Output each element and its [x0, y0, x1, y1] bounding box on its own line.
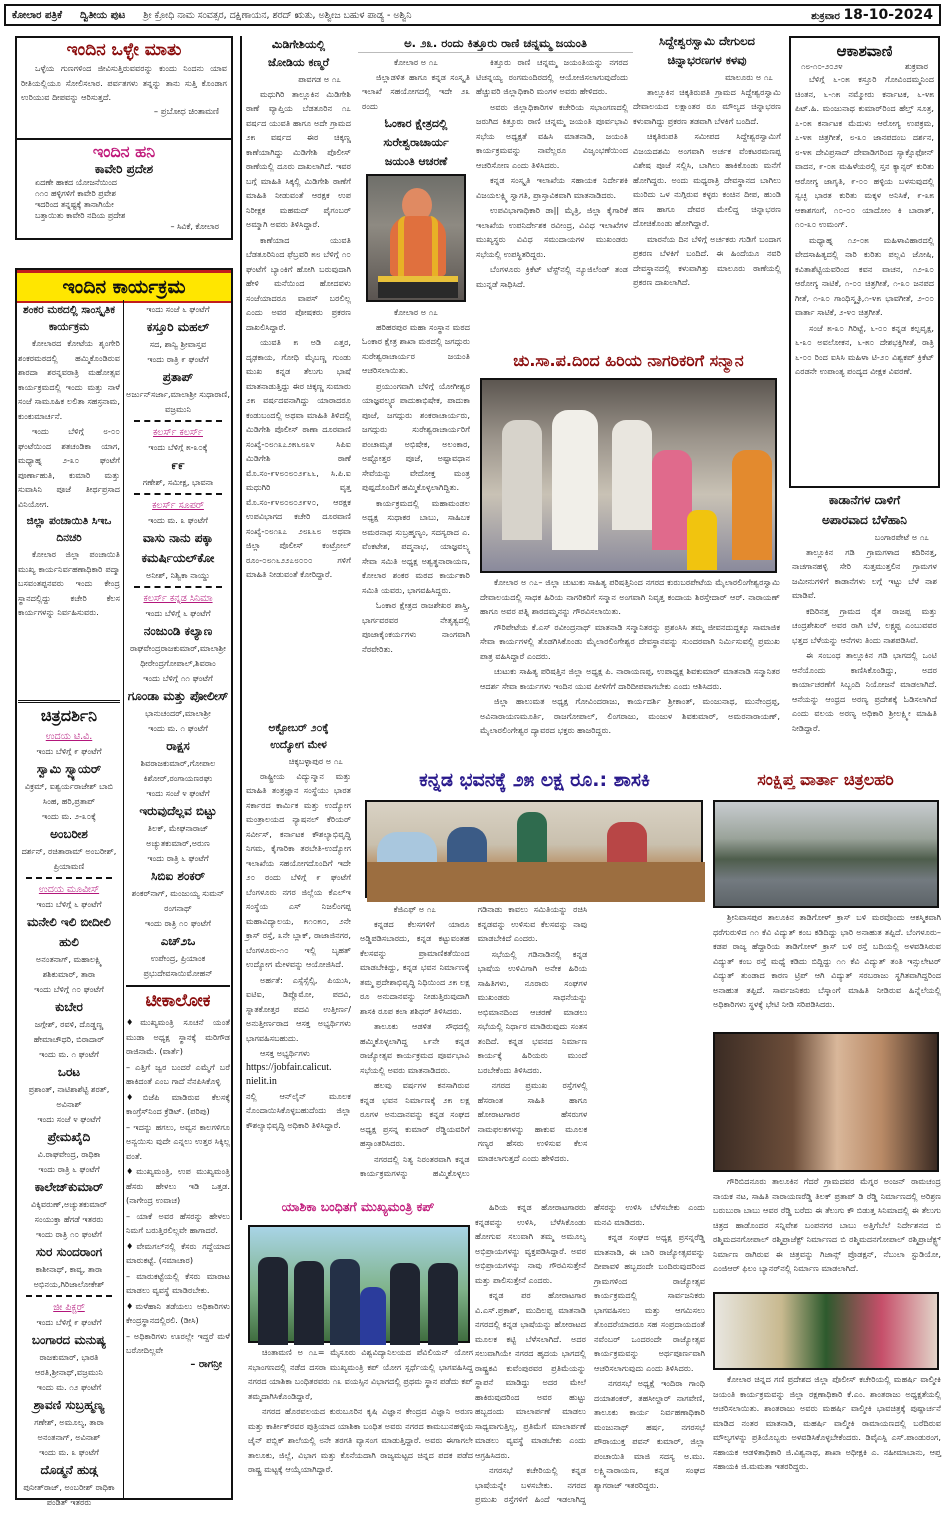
program-cast: ವಿಕ್ರಮ್, ಐಶ್ವರ್ಯರಾಜೇಶ್ ಬಾಬಿ ಸಿಂಹ, ಹರಿ,ಪ್ರತಾಪ್	[24, 781, 114, 806]
program-title: ೯೯	[171, 458, 185, 472]
midigeshi-h1: ಮಿಡಿಗೇಶಿಯಲ್ಲಿ	[271, 38, 326, 51]
chitralahari-p1: ಶ್ರೀನಿವಾಸಪುರ ತಾಲೂಕಿನ ತಾಡಿಗೋಳ್ ಕ್ರಾಸ್ ಬಳಿ ಮರವೊಂದು ಆಕಸ್ಮಿಕವಾಗಿ ಧರೆಗುರುಳಿದ ೧೧ ಕೆವಿ ವಿದ್ಯುತ್ ಕಂಬ ಕಡಿದಿದ್ದು ಭಾರಿ ಅನಾಹುತ ತಪ್ಪಿದೆ. ಬೆಂಗಳೂರು–ಕಡಪ ರಾಜ್ಯ ಹೆದ್ದಾರಿಯ ತಾಡಿಗೋಳ್ ಕ್ರಾಸ್ ಬಳಿ ರಸ್ತೆ ಬದಿಯಲ್ಲಿ ಅಳವಡಿಸಿರುವ ವಿದ್ಯುತ್ ಕಂಬ ರಸ್ತೆ ಮಧ್ಯೆ ಕಡಿದು ಬಿದ್ದಿದ್ದು ೧೧ ಕೆವಿ ವಿದ್ಯುತ್ ತಂತಿ ಇನ್ಸುಲೇಟರ್ ವಿದ್ಯುತ್ ತುಂಡಾದ ಕಾರಣ ಟ್ರಿಪ್ ಆಗಿ ವಿದ್ಯುತ್ ಸರಬರಾಜು ಸ್ಥಗಿತವಾಗಿದ್ದರಿಂದ ಅನಾಹುತ ತಪ್ಪಿದೆ. ಸಾರ್ವಜನಿಕರು ಬೆಸ್ಕಾಂಗೆ ಮಾಹಿತಿ ನೀಡಿರುವ ಹಿನ್ನೆಲೆಯಲ್ಲಿ ಅಧಿಕಾರಿಗಳು ಸ್ಥಳಕ್ಕೆ ಭೇಟಿ ನೀಡಿ ಸರಿಪಡಿಸಿದರು.	[713, 912, 941, 1009]
kadane-p1: ತಾಲ್ಲೂಕಿನ ಗಡಿ ಗ್ರಾಮಗಳಾದ ಕದಿರಿನತ್ತ, ನಾಚಗಾನಹಳ್ಳಿ ಸೇರಿ ಸುತ್ತಮುತ್ತಲಿನ ಗ್ರಾಮಗಳ ಜಮೀನುಗಳಿಗೆ ಕಾಡಾನೆಗಳು ಲಗ್ಗೆ ಇಟ್ಟು ಬೆಳೆ ನಾಶ ಮಾಡಿವೆ.	[792, 546, 937, 600]
tika-quote	[126, 1164, 230, 1208]
zp-p1: ಕೋಲಾರ ಜಿಲ್ಲಾ ಪಂಚಾಯಿತಿ ಮುಖ್ಯ ಕಾರ್ಯನಿರ್ವಹಣಾಧಿಕಾರಿ ಪದ್ಮಾ ಬಸವಂತಪ್ಪನವರು ಇಂದು ಕೇಂದ್ರ ಸ್ಥಾನದಲ್ಲಿದ್ದು ಕಚೇರಿ ಕೆಲಸ ಕಾರ್ಯಗಳನ್ನು ನಿರ್ವಹಿಸುವರು.	[18, 549, 120, 617]
kadane-dateline: ಬಂಗಾರಪೇಟೆ ಅ ೧೭	[874, 532, 929, 542]
divider	[134, 493, 222, 495]
channel-name: ಉದಯ ಟಿ.ವಿ.	[45, 731, 93, 742]
divider	[26, 877, 112, 879]
program-time: ಇಂದು ಮ. ೨-೩೦ಕ್ಕೆ	[42, 811, 96, 821]
udyoga-p1: ರಾಷ್ಟ್ರೀಯ ವಿದ್ಯುನ್ಮಾನ ಮತ್ತು ಮಾಹಿತಿ ತಂತ್ರಜ್ಞಾನ ಸಂಸ್ಥೆಯು ಭಾರತ ಸರ್ಕಾರದ ಕಾರ್ಮಿಕ ಮತ್ತು ಉದ್ಯೋಗ ಮಂತ್ರಾಲಯದ ನ್ಯಾಷನಲ್ ಕೆರಿಯರ್ ಸರ್ವೀಸ್, ಕರ್ನಾಟಕ ಕೌಶಲ್ಯಾಭಿವೃದ್ಧಿ ನಿಗಮ, ಕೈಗಾರಿಕಾ ತರಬೇತಿ-ಉದ್ಯೋಗ ಇಲಾಖೆಯ ಸಹಯೋಗದೊಂದಿಗೆ ಇದೇ ೨೦ ರಂದು ಬೆಳಿಗ್ಗೆ ೯ ಘಂಟೆಗೆ ಬೆಂಗಳೂರು ನಗರ ಜಿಲ್ಲೆಯ ಕೆಎಲ್‌ಇ ಸಂಸ್ಥೆಯ ಎಸ್ ನಿಜಲಿಂಗಪ್ಪ ಮಹಾವಿದ್ಯಾಲಯ, ೫೧೦೫೦, ೨ನೇ ಕ್ರಾಸ್ ರಸ್ತೆ, ೩ನೇ ಬ್ಲಾಕ್, ರಾಜಾಜಿನಗರ, ಬೆಂಗಳೂರು-೧೦ ಇಲ್ಲಿ ಬೃಹತ್ ಉದ್ಯೋಗ ಮೇಳವನ್ನು ಆಯೋಜಿಸಿದೆ.	[246, 770, 351, 969]
program-time: ಇಂದು ಬೆಳಿಗ್ಗೆ ೬ ಘಂಟೆಗೆ	[145, 608, 211, 618]
tika-answer: – ಮಾರುಕಟ್ಟೆಯಲ್ಲಿ ಕೆಸರು ಮಾರಾಟ ಮಾಡಲು ವ್ಯವಸ್ಥೆ ಮಾಡಿರಬೇಕು.	[126, 1270, 230, 1295]
program-cast: ರಾಜಕುಮಾರ್, ಭಾರತಿ ಆರತಿ,ಶ್ರೀನಾಥ್,ವಜ್ರಮುನಿ	[35, 1352, 103, 1377]
chitradarshini-title: ಚಿತ್ರದರ್ಶಿನಿ	[40, 706, 98, 725]
program-title: ಸುರ ಸುಂದರಾಂಗ	[35, 1245, 103, 1259]
chennamma-p5: ಬೆಂಗಳೂರು ಕ್ರಿಕೆಟ್ ಟೆಸ್ಟ್‌ನಲ್ಲಿ ನ್ಯೂಜಿಲೆಂಡ್ ತಂಡ ಮುನ್ನಡೆ ಸಾಧಿಸಿದೆ.	[476, 264, 628, 289]
akashavani-date: ೧೮-೧೦-೨೦೨೪	[801, 62, 843, 71]
program-time: ಇಂದು ರಾತ್ರಿ ೧೦ ಘಂಟೆಗೆ	[145, 918, 211, 928]
tika-quote	[126, 1015, 230, 1059]
channel-name: ಜೀ ಪಿಕ್ಚರ್	[53, 1302, 85, 1313]
chennamma-p2: ಅವರು ಜಿಲ್ಲಾಧಿಕಾರಿಗಳ ಕಚೇರಿಯ ಸಭಾಂಗಣದಲ್ಲಿ ಜರುಗಿದ ಕಿತ್ತೂರು ರಾಣಿ ಚನ್ನಮ್ಮ ಜಯಂತಿ ಪೂರ್ವಭಾವಿ ಸಭೆಯ ಅಧ್ಯಕ್ಷತೆ ವಹಿಸಿ ಮಾತನಾಡಿ, ಜಯಂತಿ ಕಾರ್ಯಕ್ರಮವನ್ನು ನಾವೆಲ್ಲರೂ ವಿಜೃಂಭಣೆಯಿಂದ ಆಚರಿಸೋಣ ಎಂದು ತಿಳಿಸಿದರು.	[476, 101, 628, 170]
yashika-article	[248, 1345, 473, 1515]
karyakrama-left	[18, 302, 120, 687]
samvatsara-line: ಶ್ರೀ ಕ್ರೋಧಿ ನಾಮ ಸಂವತ್ಸರ, ದಕ್ಷಿಣಾಯನ, ಶರದ್ ಋತು, ಅಶ್ವೀಜ ಬಹುಳ ಪಾಡ್ಯ - ಅಶ್ವಿನಿ	[143, 9, 412, 21]
program-cast: ತಿಲಕ್, ಮೇಘನಾರಾಜ್ ಅಚ್ಯುತಕುಮಾರ್,ಅರುಣ	[146, 823, 210, 848]
program-title: ನಂಜುಂಡಿ ಕಲ್ಯಾಣ	[143, 624, 213, 638]
sanmana-photo	[480, 378, 777, 573]
sanmana-p3: ಚುಟುಕು ಸಾಹಿತ್ಯ ಪರಿಷತ್ತಿನ ಜಿಲ್ಲಾ ಅಧ್ಯಕ್ಷ ಪಿ. ನಾರಾಯಣಪ್ಪ, ಉಪಾಧ್ಯಕ್ಷ ಶಿವಕುಮಾರ್ ಮಾತನಾಡಿ ಸನ್ಮಾನಿತರ ಆದರ್ಶ ಸೇವಾ ಕಾರ್ಯಗಳು ಇಂದಿನ ಯುವ ಪೀಳಿಗೆಗೆ ದಾರಿದೀಪವಾಗಬೇಕು ಎಂದು ಆಶಿಸಿದರು.	[480, 666, 780, 691]
page-header	[4, 4, 941, 26]
yashika-photo	[248, 1225, 470, 1343]
siddeshwara-dateline: ಮಾಲೂರು ಅ ೧೭	[725, 72, 773, 82]
tika-quote-text: ಮುಖ್ಯಮಂತ್ರಿ ಸೂಚನೆ ಯಂತೆ ಮುಡಾ ಅಧ್ಯಕ್ಷ ಸ್ಥಾನಕ್ಕೆ ಮರಿಗೌಡ ರಾಜಿನಾಮೆ. (ವಾರ್ತೆ)	[126, 1017, 230, 1056]
olle-matu-title: ಇಂದಿನ ಒಳ್ಳೇ ಮಾತು	[66, 40, 182, 60]
diamond-icon: ♦	[126, 1240, 137, 1251]
program-cast: ಗಣೇಶ್, ಸಮೀಕ್ಷ, ಭಾವನಾ	[142, 477, 214, 487]
omkara-article	[360, 55, 472, 760]
bhavana-paragraph: ನಗರದ ಪ್ರಮುಖ ರಸ್ತೆಗಳಲ್ಲಿ ಹೆಸರಾಂತ ಸಾಹಿತಿ ಹಾಗೂ ಹೋರಾಟಗಾರರ ಹೆಸರುಗಳ ನಾಮಫಲಕಗಳನ್ನು ಹಾಕುವ ಮೂಲಕ ಗಣ್ಯರ ಹೆಸರು ಉಳಿಸುವ ಕೆಲಸ ಮಾಡಲಾಗುತ್ತದೆ ಎಂದು ಹೇಳಿದರು.	[477, 1080, 588, 1163]
program-time: ಇಂದು ಬೆಳಿಗ್ಗೆ ೬ ಘಂಟೆಗೆ	[36, 899, 102, 909]
udyoga-dateline: ಚಿಕ್ಕಬಳ್ಳಾಪುರ ಅ ೧೭	[288, 756, 343, 766]
chitralahari-p3: ಕೋಲಾರ ಚಿನ್ನದ ಗಣಿ ಪ್ರದೇಶದ ಜಿಲ್ಲಾ ಪೊಲೀಸ್ ಕಚೇರಿಯಲ್ಲಿ ಮಹರ್ಷಿ ವಾಲ್ಮೀಕಿ ಜಯಂತಿ ಕಾರ್ಯಕ್ರಮವನ್ನು ಜಿಲ್ಲಾ ರಕ್ಷಣಾಧಿಕಾರಿ ಕೆ.ಎಂ. ಶಾಂತರಾಜು ಅಧ್ಯಕ್ಷತೆಯಲ್ಲಿ ಆಚರಿಸಲಾಯಿತು. ಶಾಂತರಾಜು ಅವರು ಮಹರ್ಷಿ ವಾಲ್ಮೀಕಿ ಭಾವಚಿತ್ರಕ್ಕೆ ಪುಷ್ಪಾರ್ಚನೆ ಮಾಡಿದ ನಂತರ ಮಾತನಾಡಿ, ಮಹರ್ಷಿ ವಾಲ್ಮೀಕಿ ರಾಮಾಯಣದಲ್ಲಿ ಬರೆದಿರುವ ಮೌಲ್ಯಗಳನ್ನು ಪ್ರತಿಯೊಬ್ಬರು ಅಳವಡಿಸಿಕೊಳ್ಳಬೇಕೆಂದರು. ಡಿವೈಎಸ್ಪಿ ಎಸ್.ಪಾಂಡುರಂಗ, ಸಹಾಯಕ ಆಡಳಿತಾಧಿಕಾರಿ ಜಿ.ವಿಶ್ವನಾಥ, ಶಾಖಾ ಅಧೀಕ್ಷಕಿ ಎ. ನಹೀಮಾಬಾನು, ಆಪ್ತ ಸಹಾಯಕಿ ಜಿ.ಮಮತಾ ಇತರರಿದ್ದರು.	[713, 1374, 941, 1471]
tika-quote-text: ಮುಖ್ಯಮಂತ್ರಿ, ಉಪ ಮುಖ್ಯಮಂತ್ರಿ ಹೆಸರು ಹೇಳಲು ಇಡಿ ಒತ್ತಡ. (ನಾಗೇಂದ್ರ ಉವಾಚ)	[126, 1166, 230, 1205]
kadane-h1: ಕಾಡಾನೆಗಳ ದಾಳಿಗೆ	[828, 493, 901, 507]
chennamma-article	[476, 55, 628, 345]
omkara-h2: ಸುರೇಶ್ವರಾಚಾರ್ಯ	[383, 136, 449, 149]
udyoga-h1: ಅಕ್ಟೋಬರ್ ೨೦ಕ್ಕೆ	[268, 722, 329, 734]
bhavana-photo	[365, 800, 703, 898]
program-time: ಇಂದು ಬೆಳಿಗ್ಗೆ ೧೧ ಘಂಟೆಗೆ	[143, 673, 213, 683]
program-time: ಇಂದು ಬೆಳಿಗ್ಗೆ ೯ ಘಂಟೆಗೆ	[36, 1317, 102, 1327]
yashika-p2: ನಗರದ ಹೊರವಲಯದ ಕುರುಬೂರಿನ ಕೃಷಿ ವಿಜ್ಞಾನ ಕೇಂದ್ರದ ವಿಜ್ಞಾನಿ ಅರುಣ ಮತ್ತು ಕಾರ್ತೀಕ್‌ರವರ ಪುತ್ರಿಯಾದ ಯಾಶಿಕಾ ಬಂಧಿತ ಅವರು ನಗರದ ಕಾಮಬುನಹಳ್ಳಿಯ ಜೈನ್ ಪಬ್ಲಿಕ್ ಶಾಲೆಯಲ್ಲಿ ೮ನೇ ತರಗತಿ ವ್ಯಾಸಂಗ ಮಾಡುತ್ತಿದ್ದಾರೆ. ಅವರು ಈಗಾಗಲೇ ತಾಲೂಕು, ಜಿಲ್ಲೆ, ವಿಭಾಗ ಮತ್ತು ಕೊನೆಯದಾಗಿ ರಾಜ್ಯಮಟ್ಟದ ಚಿನ್ನದ ಪದಕ ಪಡೆದ ರಾಷ್ಟ್ರ ಮಟ್ಟಕ್ಕೆ ಆಯ್ಕೆಯಾಗಿದ್ದಾರೆ.	[248, 1406, 473, 1474]
program-time: ಇಂದು ಮ. ೧ ಘಂಟೆಗೆ	[148, 723, 208, 733]
bhavana-paragraph: ಹಿರಿಯ ಕನ್ನಡ ಹೋರಾಟಗಾರರು ಕನ್ನಡವನ್ನು ಉಳಿಸಿ, ಬೆಳೆಸಿಕೊಂಡು ಹೋಗುವ ಸಲುವಾಗಿ ತಮ್ಮ ಅಮೂಲ್ಯ ಅಭಿಪ್ರಾಯಗಳನ್ನು ವ್ಯಕ್ತಪಡಿಸಿದ್ದಾರೆ. ಅವರ ಅಭಿಪ್ರಾಯಗಳನ್ನು ನಾವು ಗೌರವಿಸುತ್ತೇನೆ ಮತ್ತು ಪಾಲಿಸುತ್ತೇನೆ ಎಂದರು.	[475, 1202, 586, 1285]
tika-quote-text: ಬಿಜೆಪಿ ಮಾಡಿರುವ ಕೆಲಸಕ್ಕೆ ಕಾಂಗ್ರೆಸ್‌ನಿಂದ ಕ್ರೆಡಿಟ್. (ಪರಿಪು)	[126, 1091, 230, 1116]
akashavani-p2: ಮಧ್ಯಾಹ್ನ ೧೨-೦೫ ಮಹಿಳಾವಿಹಾರದಲ್ಲಿ ವೇದಸಾಹಿತ್ಯದಲ್ಲಿ ನಾರಿ ಕುರಿತು ಪಲ್ಲವಿ ಜೋಷಿ, ಕವಿತಾಶೆಟ್ಟಿಯವರಿಂದ ಕವನ ವಾಚನ, ೧೨-೩೦ ಆರೋಗ್ಯ ನಾಟಿಕೆ, ೧-೦೦ ಚಿತ್ರಗೀತೆ, ೧-೩೦ ಜನಪದ ಗೀತೆ, ೧-೩೦ ಗಾಂಧಿಸ್ಮೃತಿ,೧-೪೫ ಭಾವಗೀತೆ, ೨-೦೦ ವಾರ್ತಾ ಸಾಟಿಕೆ, ೨-೪೦ ಚಿತ್ರಗೀತೆ.	[795, 234, 934, 317]
midigeshi-p3: ಯುವತಿ ೫ ಅಡಿ ಎತ್ತರ, ದೃಢಕಾಯ, ಗೋಧಿ ಮೈಬಣ್ಣ ಗುಂಡು ಮುಖ ಕನ್ನಡ ತೆಲುಗು ಭಾಷೆ ಮಾತನಾಡುತ್ತಿದ್ದು ಈರ ಚಿಕ್ಕಣ್ಣ ಸುಮಾರು ೨೫ ವರ್ಷದವನಾಗಿದ್ದು ಯಾರಾದರೂ ಕಂಡುಬಂದಲ್ಲಿ ಅಥವಾ ಮಾಹಿತಿ ತಿಳಿದಲ್ಲಿ ಮಿಡಿಗೇಶಿ ಪೊಲೀಸ್ ಠಾಣಾ ದೂರವಾಣಿ ಸಂಖ್ಯೆ-೦೮೧೩೭೨೫೬೮೩೪ ಸಿಪಿಐ ಮಿಡಿಗೇಶಿ ಠಾಣೆ ಮೊ.ಸಂ-೯೪೮೦೮೦೨೯೬೬, ಸಿ.ಪಿ.ಐ ಮಧುಗಿರಿ ವೃತ್ತ ಮೊ.ಸಂ-೯೪೮೦೮೦೨೯೪೦, ಆರಕ್ಷಕ ಉಪವಿಭಾಗದ ಕಚೇರಿ ದೂರವಾಣಿ ಸಂಖ್ಯೆ-೦೮೧೩೭ ೨೮೩೬೮ ಅಥವಾ ಜಿಲ್ಲಾ ಪೊಲೀಸ್ ಕಂಟ್ರೋಲ್ ರೂಂ-೦೮೧೬೨೨೭೮೦೦೦ ಗಳಿಗೆ ಮಾಹಿತಿ ನೀಡುವಂತೆ ಕೋರಿದ್ದಾರೆ.	[246, 337, 351, 579]
chitradarshini-section	[18, 700, 120, 1507]
bhavana-paragraph: ಕನ್ನಡ ಸಂಘದ ಅಧ್ಯಕ್ಷ ಪ್ರಸನ್ನರೆಡ್ಡಿ ಮಾತನಾಡಿ, ಈ ಬಾರಿ ರಾಜ್ಯೋತ್ಸವವನ್ನು ದೀಪಾವಳಿ ಹಬ್ಬದಂದೇ ಬಂದಿರುವುದರಿಂದ ಗ್ರಾಮಗಳಿಂದ ರಾಜ್ಯೋತ್ಸವ ಕಾರ್ಯಕ್ರಮದಲ್ಲಿ ಸಾರ್ವಜನಿಕರು ಭಾಗವಹಿಸಲು ಮತ್ತು ಆಗಮಿಸಲು ತೊಂದರೆಯಾದರೂ ಸಹ ಸಂಪ್ರದಾಯದಂತೆ ನವೆಂಬರ್ ಒಂದರಂದೇ ರಾಜ್ಯೋತ್ಸವ ಕಾರ್ಯಕ್ರಮವನ್ನು ಅರ್ಥಪೂರ್ಣವಾಗಿ ಆಚರಿಸಲಾಗುವುದು ಎಂದು ತಿಳಿಸಿದರು.	[594, 1232, 705, 1373]
bhavana-paragraph: ಸಭೆಯಲ್ಲಿ ಗಡಿನಾಡಿನಲ್ಲಿ ಕನ್ನಡ ಭಾಷೆಯ ಉಳಿವಿಗಾಗಿ ಅನೇಕ ಹಿರಿಯ ಸಾಹಿತಿಗಳು, ನೂರಾರು ಸಂಘಗಳ ಮುಖಂಡರು ಸಾಧನೆಯನ್ನು ಅಭಿಮಾನದಿಂದ ಆಚರಣೆ ಮಾಡಲು ಸಭೆಯಲ್ಲಿ ನಿರ್ಧಾರ ಮಾಡಿರುವುದು ಸಂತಸ ತಂದಿದೆ. ಕನ್ನಡ ಭವನದ ನಿರ್ಮಾಣ ಕಾರ್ಯಕ್ಕೆ ಹಿರಿಯರು ಮುಂದೆ ಬರಬೇಕೆಂದು ತಿಳಿಸಿದರು.	[477, 948, 588, 1075]
chitralahari-headline: ಸಂಕ್ಷಿಪ್ತ ವಾರ್ತಾ ಚಿತ್ರಲಹರಿ	[757, 770, 894, 789]
shankara-p2: ಇಂದು ಬೆಳಿಗ್ಗೆ ೮-೦೦ ಘಂಟೆಯಿಂದ ಶತಚಂಡಿಕಾ ಯಾಗ, ಮಧ್ಯಾಹ್ನ ೨-೩೦ ಘಂಟೆಗೆ ಪೂರ್ಣಾಹುತಿ, ಕುಮಾರಿ ಮತ್ತು ಸುವಾಸಿನಿ ಪೂಜೆ ತೀರ್ಥಪ್ರಸಾದ ವಿನಿಯೋಗ.	[18, 426, 120, 509]
page-label: ದ್ವಿತೀಯ ಪುಟ	[79, 9, 126, 21]
yashika-p1: ಚಿಂತಾಮಣಿ ಅ ೧೭= ಮೈಸೂರು ವಿಶ್ವವಿದ್ಯಾನಿಲಯದ ಪೆವಿಲಿಯನ್ ಯೋಗ ಸಭಾಂಗಣದಲ್ಲಿ ನಡೆದ ದಸರಾ ಮುಖ್ಯಮಂತ್ರಿ ಕಪ್ ಯೋಗ ಸ್ಪರ್ಧೆಯಲ್ಲಿ ಭಾಗವಹಿಸಿದ್ದ ನಗರದ ಯಾಶಿಕಾ ಬಂಧಿತರವರು ೧೩ ವಯಸ್ಸಿನ ವಿಭಾಗದಲ್ಲಿ ಪ್ರಥಮ ಸ್ಥಾನ ಪಡೆದು ಕಪ್ ತಮ್ಮದಾಗಿಸಿಕೊಂಡಿದ್ದಾರೆ,	[248, 1347, 473, 1401]
midigeshi-dateline: ಪಾವಗಡ ಅ ೧೭	[298, 74, 341, 84]
akashavani-p3: ಸಂಜೆ ೫-೩೦ ಗಿರಿಟ್ಟೆ, ೬-೦೦ ಕನ್ನಡ ಕಲ್ಪವೃಕ್ಷ, ೬-೩೦ ಅವಲೋಕನ, ೬-೫೦ ದೇಶಭಕ್ತಿಗೀತೆ, ರಾತ್ರಿ ೬-೦೦ ರಿಂದ ಐಸಿಸಿ ಮಹಿಳಾ ಟಿ-೨೦ ವಿಶ್ವಕಪ್ ಕ್ರಿಕೆಟ್ ಎರಡನೇ ಉಪಾಂತ್ಯ ಪಂದ್ಯದ ವೀಕ್ಷಕ ವಿವರಣೆ.	[795, 322, 934, 376]
tikaloka-author: – ರಾಗನ್ರೀ	[190, 1358, 222, 1370]
bhavana-paragraph: ನಗರಸಭೆ ಕಚೇರಿಯಲ್ಲಿ ಕನ್ನಡ ಭಾಷೆಯನ್ನೇ ಬಳಸಬೇಕು. ನಗರದ ಪ್ರಮುಖ ರಸ್ತೆಗಳಿಗೆ ಹಿಂದೆ ಇಡಲಾಗಿದ್ದ ಹೆಸರನ್ನು ಉಳಿಸಿ ಬೆಳೆಸಬೇಕು ಎಂದು ಮನವಿ ಮಾಡಿದರು.	[475, 1202, 705, 1504]
channel-name: ಕಲರ್ಸ್ ಕನ್ನಡ ಸಿನಿಮಾ	[143, 593, 213, 604]
paper-name: ಕೋಲಾರ ಪತ್ರಿಕೆ	[12, 9, 62, 21]
sanmana-p4: ಜಿಲ್ಲಾ ಹಾಲುಮತ ಅಧ್ಯಕ್ಷ ಗೋವಿಂದರಾಜು, ಕಾರ್ಯದರ್ಶಿ ಶ್ರೀಕಾಂತ್, ಮಂಜುನಾಥ, ಮುನೇಂದ್ರಪ್ಪ, ಅವಿನಾರಾಯಣಮೂರ್ತಿ, ರಾಜಗೋಪಾಲ್, ಲಿಂಗರಾಜು, ಮಂಜುಳ ಶಿವಕುಮಾರ್, ಅಮರನಾರಾಯಣ್, ಮೈಲಾರಲಿಂಗೇಶ್ವರ ದ್ಯಾವರದ ಭಕ್ತರು ಹಾಜರಿದ್ದರು.	[480, 696, 780, 735]
program-time: ಇಂದು ರಾತ್ರಿ ೬ ಘಂಟೆಗೆ	[147, 853, 209, 863]
program-title: ಮನೇಲಿ ಇಲಿ ಬೀದೀಲಿ ಹುಲಿ	[27, 915, 111, 949]
diamond-icon: ♦	[126, 1091, 143, 1102]
sanmana-p2: ಗೌರಿಪೇಟೆಯ ಕೆ.ಎಸ್ ರವೀಂದ್ರನಾಥ್ ಮಾತನಾಡಿ ಸನ್ಮಾನಿತರನ್ನು ಪ್ರಶಂಸಿಸಿ ತಮ್ಮ ಜೀವನದುದ್ದಕ್ಕೂ ಸಾಮಾಜಿಕ ಸೇವಾ ಕಾರ್ಯಗಳಲ್ಲಿ ತೊಡಗಿಸಿಕೊಂಡು ಮೈಲಾರಲಿಂಗೇಶ್ವರ ದೇವಸ್ಥಾನವನ್ನು ಸುಂದರವಾಗಿ ನಿರ್ಮಿಸುವಲ್ಲಿ ಪ್ರಮುಖ ಪಾತ್ರ ವಹಿಸಿದ್ದಾರೆ ಎಂದರು.	[480, 621, 780, 661]
program-time: ಇಂದು ಬೆಳಿಗ್ಗೆ ೯ ಘಂಟೆಗೆ	[36, 746, 102, 756]
chennamma-dateline: ಕೋಲಾರ ಅ ೧೭	[394, 57, 438, 67]
program-cast: ರಾಘವೇಂದ್ರರಾಜಕುಮಾರ್,ಮಾಲಾಶ್ರೀ ಧೀರೇಂದ್ರಗೋಪಾಲ್,ಶಿವರಾಂ	[130, 643, 226, 668]
divider	[134, 586, 222, 588]
bhavana-article-cont	[475, 1200, 705, 1512]
udyoga-h2: ಉದ್ಯೋಗ ಮೇಳ	[270, 739, 327, 751]
chitralahari-photo-road	[713, 800, 939, 908]
program-title: ಪ್ರೇಮಖೈದಿ	[47, 1130, 91, 1144]
omkara-h1: ಓಂಕಾರ ಕ್ಷೇತ್ರದಲ್ಲಿ	[384, 117, 448, 130]
bhavana-paragraph: ನಗರದಲ್ಲಿ ನಿತ್ಯ ನಿರಂತರವಾಗಿ ಕನ್ನಡ ಕಾರ್ಯಕ್ರಮಗಳನ್ನು ಹಮ್ಮಿಕೊಳ್ಳಲು ಗಡಿನಾಡು ಕಾವಲು ಸಮಿತಿಯನ್ನು ರಚಿಸಿ ಕನ್ನಡವನ್ನು ಉಳಿಸುವ ಕೆಲಸವನ್ನು ನಾವು ಮಾಡಬೇಕಿದೆ ಎಂದರು.	[360, 904, 588, 1178]
chennamma-p4: ಉಪವಿಭಾಗಾಧಿಕಾರಿ ಡಾ|| ಮೈತ್ರಿ, ಜಿಲ್ಲಾ ಕೈಗಾರಿಕೆ ಇಲಾಖೆಯ ಉಪನಿರ್ದೇಶಕ ರವೀಂದ್ರ, ವಿವಿಧ ಇಲಾಖೆಗಳ ಮುಖ್ಯಸ್ಥರು ವಿವಿಧ ಸಮುದಾಯಗಳ ಮುಖಂಡರು ಸಭೆಯಲ್ಲಿ ಉಪಸ್ಥಿತರಿದ್ದರು.	[476, 205, 628, 259]
bhavana-paragraph: ಹಲವು ವರ್ಷಗಳ ಕನಸಾಗಿರುವ ಕನ್ನಡ ಭವನ ನಿರ್ಮಾಣಕ್ಕೆ ೨೫ ಲಕ್ಷ ರೂಗಳ ಅನುದಾನವನ್ನು ಕನ್ನಡ ಸಂಘದ ಅಧ್ಯಕ್ಷ ಪ್ರಸನ್ನ ಕುಮಾರ್ ರೆಡ್ಡಿಯವರಿಗೆ ಹಸ್ತಾಂತರಿಸಿದರು.	[360, 1080, 470, 1148]
program-time: ಇಂದು ಮ. ೧೨ ಘಂಟೆಗೆ	[36, 1382, 102, 1392]
chitralahari-p2-box	[713, 1174, 941, 1292]
program-title: ಎಚ್‌೨ಒ	[160, 934, 196, 948]
udyoga-article	[240, 720, 355, 1220]
tika-answer: – ಯಾಕೆ ಅವರ ಹೆಸರನ್ನು ಹೇಳಲು ನಿಮಗೆ ಬರುತ್ತಿರಲಿಲ್ಲವೇ ಹಾಗಾದರೆ.	[126, 1210, 230, 1235]
midigeshi-h2: ಜೋಡಿಯ ಕಣ್ಮರೆ	[267, 56, 330, 69]
program-title: ಬಂಗಾರದ ಮನುಷ್ಯ	[31, 1333, 107, 1347]
divider	[134, 420, 222, 422]
program-cast: ಉಪೇಂದ್ರ, ಪ್ರಿಯಾಂಕ ಪ್ರಭುದೇವಸಾಯಿಮೋಹನ್	[143, 953, 213, 978]
program-time: ಇಂದು ಬೆಳಿಗ್ಗೆ ೧೦ ಘಂಟೆಗೆ	[34, 984, 104, 994]
udyoga-p4: ನಲ್ಲಿ ಆನ್‌ಲೈನ್ ಮೂಲಕ ನೊಂದಾಯಿಸಿಕೊಳ್ಳಬಹುದೆಂದು ಜಿಲ್ಲಾ ಕೌಶಲ್ಯಾಭಿವೃದ್ಧಿ ಅಧಿಕಾರಿ ತಿಳಿಸಿದ್ದಾರೆ.	[246, 1090, 351, 1130]
program-time: ಇಂದು ಸಂಜೆ ೪ ಘಂಟೆಗೆ	[37, 1114, 101, 1124]
olle-matu-box	[15, 36, 233, 140]
omkara-p2: ಪ್ರಯುಂಗವಾಗಿ ಬೆಳಿಗ್ಗೆ ಯೋಗೀಶ್ವರ ಯಾಜ್ಞವಲ್ಕ್ಯರ ಪಾದುಕಾಭಿಷೇಕ, ಪಾದುಕಾ ಪೂಜೆ, ಜಗದ್ಗುರು ಶಂಕರಾಚಾರ್ಯರು, ಜಗದ್ಗುರು ಸುರೇಶ್ವರಾಚಾರ್ಯರಿಗೆ ಪಂಚಾಮೃತ ಅಭಿಷೇಕ, ಅಲಂಕಾರ, ಅಷ್ಟೋತ್ತರ ಪೂಜೆ, ಅಷ್ಟಾವಧಾನ ಸೇವೆಯನ್ನು ವೇದೋಕ್ತ ಮಂತ್ರ ಪುಷ್ಪದೊಂದಿಗೆ ಹಮ್ಮಿಕೊಳ್ಳಲಾಗಿದ್ದಿತು.	[362, 380, 470, 492]
siddeshwara-p1: ತಾಲ್ಲೂಕಿನ ಚಿಕ್ಕತಿರುಪತಿ ಗ್ರಾಮದ ಸಿದ್ದೇಶ್ವರಸ್ವಾಮಿ ದೇವಾಲಯದ ಲಕ್ಷಾಂತರ ರೂ ಮೌಲ್ಯದ ಚಿನ್ನಾಭರಣ ಕಳುವಾಗಿದ್ದು ಪ್ರಕರಣ ತಡವಾಗಿ ಬೆಳಕಿಗೆ ಬಂದಿದೆ.	[633, 86, 781, 126]
omkara-p1: ಹರಿಹರಪುರ ಮಹಾ ಸಂಸ್ಥಾನ ಮಠದ ಓಂಕಾರ ಕ್ಷೇತ್ರ ಶಾಖಾ ಮಠದಲ್ಲಿ ಜಗದ್ಗುರು ಸುರೇಶ್ವರಾಚಾರ್ಯರ ಜಯಂತಿ ಆಚರಿಸಲಾಯಿತು.	[362, 321, 470, 375]
program-time: ಇಂದು ರಾತ್ರಿ ೯ ಘಂಟೆಗೆ	[147, 354, 209, 364]
siddeshwara-h1: ಸಿದ್ದೇಶ್ವರಸ್ವಾಮಿ ದೇಗುಲದ	[659, 34, 755, 48]
akashavani-p1: ಬೆಳಿಗ್ಗೆ ೬-೦೫ ಕಸ್ತೂರಿ ಗೋವಿಂದಮ್ಮನಿಂದ ಚಿಂತನ, ೬-೧೫ ನಮ್ಮೋರು ಕರ್ನಾಟಕ, ೬-೪೫ ಪಿಟ್.ಹಿ. ಮಂಜುನಾಥ ಕುಮಾರ್‌ರಿಂದ ಹೆಲ್ತ್ ಸೂತ್ರ, ೭-೦೫ ಕರ್ನಾಟಕ ಮೆದುಳು ಆರೋಗ್ಯ ಉಪಕ್ರಮ, ೭-೪೫ ಚಿತ್ರಗೀತೆ, ೮-೩೦ ಜಾನಪದಂಬ ದರ್ಶನ, ೮-೪೫ ದೇವಿಪ್ರಸಾದ್ ದೇವಾಡಿಗರಿಂದ ಸ್ಯಾಕ್ಸೊಫೋನ್ ವಾದನ, ೯-೦೫ ಮಹಿಳೆಯರಲ್ಲಿ ಸ್ತನ ಕ್ಯಾನ್ಸರ್ ಕುರಿತು ಆರೋಗ್ಯ ಜಾಗೃತಿ, ೯-೦೦ ಹಳ್ಳಿಯ ಬಳಸುವುದಲ್ಲಿ ಸ್ವಚ್ಛ ಭಾರತ ಕುರಿತು ಮಕ್ಕಳ ಅನಿಸಿಕೆ, ೯-೩೫ ಆಕಾಶಗಂಗೆ, ೧೦-೦೦ ಯಾದೋಂ ಕಿ ಬಾರಾತ್, ೧೦-೩೦ ಉಮಂಗ್.	[795, 74, 934, 229]
chitralahari-p1-box	[713, 910, 941, 1030]
program-title: ದೊಡ್ಮನೆ ಹುಡ್ಗ	[40, 1463, 98, 1477]
program-cast: ಶಿವರಾಜಕುಮಾರ್,ಗೋಪಾಲ ಕಿಶೋರ್,ರಂಗಾಯಣರಘು	[140, 758, 216, 783]
program-cast: ವಿಕ್ಕಿವರುಣ್,ಅಚ್ಯುತಕುಮಾರ್ ಸಂಯುಕ್ತಾ ಹೆಗಡೆ ಇತರರು	[31, 1199, 107, 1224]
midigeshi-article	[240, 36, 355, 726]
hani-subtitle: ಕಾವೇರಿ ಪ್ರದೇಶ	[94, 162, 154, 176]
yashika-headline: ಯಾಶಿಕಾ ಬಂಧಿತಗೆ ಮುಖ್ಯಮಂತ್ರಿ ಕಪ್	[281, 1199, 435, 1214]
tika-quote	[126, 1299, 230, 1328]
udyoga-p2: ಅರ್ಹತೆ: ಎಸ್ಸೆಸ್ಸೆಲ್ಸಿ, ಪಿಯುಸಿ, ಐಟಿಐ, ಡಿಪ್ಲೊಮೋ, ಪದವಿ, ಸ್ನಾತಕೋತ್ತರ ಪದವಿ ಉತ್ತೀರ್ಣ/ಅನುತ್ತೀರ್ಣರಾದ ಆಸಕ್ತ ಅಭ್ಯರ್ಥಿಗಳು ಭಾಗವಹಿಸಬಹುದು.	[246, 974, 351, 1043]
program-cast: ಅನೀಶ್, ನಿಶ್ವಿಕಾ ನಾಯ್ಡು	[145, 570, 211, 580]
tikaloka-title: ಟೀಕಾಲೋಕ	[145, 991, 211, 1011]
program-title: ರಾಕ್ಷಸ	[166, 739, 190, 753]
program-cast: ಸದ, ಶಾನ್ವಿ ಶ್ರೀವಾಸ್ತವ	[149, 339, 207, 349]
program-cast: ಭಾನುಚಂದರ್,ಮಾಲಾಶ್ರೀ	[145, 708, 211, 718]
hani-line: ೧೧೦ ಹಳ್ಳಿಗಳಿಗೆ ಕಾವೇರಿ ಪ್ರವೇಶ	[35, 189, 116, 198]
karyakrama-right	[126, 302, 230, 992]
olle-matu-author: – ಪ್ರಬೋಧ ಚಿಂತಾಮಣಿ	[153, 105, 219, 116]
tika-answer: – ಇದನ್ನು ಹಗಲು, ಅವ್ವನ ಕಾಲಗಳಿಗೂ ಅನ್ವಯಿಸು ವುದೇ ಎನ್ನಲು ಉತ್ತರ ಸಿಕ್ಕಿಲ್ಲ ವಂತೆ.	[126, 1121, 230, 1161]
tika-quote-text: ವೇಮಗಲ್‌ನಲ್ಲಿ ಕೆಸರು ಗದ್ದೆಯಾದ ಮಾರುಕಟ್ಟೆ. (ಸಮಾಚಾರ)	[126, 1240, 230, 1265]
siddeshwara-p2: ಚಿಕ್ಕತಿರುಪತಿ ಸಮೀಪದ ಸಿದ್ದೇಶ್ವರಸ್ವಾಮಿಗೆ ವಿಜಯದಶಮಿ ಅಂಗವಾಗಿ ಅರ್ಚಕ ವೆಂಕಟರಮಣಪ್ಪ ವಿಶೇಷ ಪೂಜೆ ಸಲ್ಲಿಸಿ, ಬಾಗಿಲು ಹಾಕಿಕೊಂಡು ಮನೆಗೆ ಹೋಗಿದ್ದರು. ಅಂದು ಮಧ್ಯರಾತ್ರಿ ದೇವಸ್ಥಾನದ ಬಾಗಿಲು ಮುರಿದು ಒಳ ನುಗ್ಗಿರುವ ಕಳ್ಳರು ಕಂಚಿನ ದೀಪ, ಹುಂಡಿ ಹಣ ಹಾಗೂ ದೇವರ ಮೇಲಿದ್ದ ಚಿನ್ನಾಭರಣ ದೋಚಿಕೊಂಡು ಹೋಗಿದ್ದಾರೆ.	[633, 131, 781, 228]
chitralahari-p3-box	[713, 1372, 941, 1512]
sanmana-p1: ಕೋಲಾರ ಅ ೧೭– ಜಿಲ್ಲಾ ಚುಟುಕು ಸಾಹಿತ್ಯ ಪರಿಷತ್ತಿನಿಂದ ನಗರದ ಕುರುಬರಪೇಟೆಯ ಮೈಲಾರಲಿಂಗೇಶ್ವರಸ್ವಾಮಿ ದೇವಾಲಯದಲ್ಲಿ ಸಾಧಕ ಹಿರಿಯ ನಾಗರಿಕರಿಗೆ ಸನ್ಮಾನ ಅಂಗವಾಗಿ ನಿವೃತ್ತ ಕಂದಾಯ ಶಿರಸ್ತೇದಾರ್ ಆರ್. ನಾರಾಯಣ್ ಹಾಗೂ ಅವರ ಪತ್ನಿ ಶಾರದಮ್ಮನನ್ನು ಗೌರವಿಸಲಾಯಿತು.	[480, 577, 780, 616]
program-title: ಸ್ವಾಮಿ ಸ್ವ್ಯಾಯರ್	[36, 762, 102, 776]
akashavani-day: ಶುಕ್ರವಾರ	[904, 62, 928, 71]
udyoga-p3: ಆಸಕ್ತ ಅಭ್ಯರ್ಥಿಗಳು	[260, 1048, 310, 1058]
program-title: ಕಸ್ತೂರಿ ಮಹಲ್	[146, 320, 210, 334]
program-cast: ಶಂಕರ್‌ನಾಗ್, ಮಂಜುಯ್ಯ ಸುಮನ್ ರಂಗನಾಥ್	[131, 888, 225, 913]
program-title: ವಾಸು ನಾನು ಪಕ್ಕಾ ಕಮರ್ಷಿಯಲ್‌ಕೋ	[141, 531, 215, 565]
chennamma-headline: ಅ. ೨೩. ರಂದು ಕಿತ್ತೂರು ರಾಣಿ ಚನ್ನಮ್ಮ ಜಯಂತಿ	[358, 34, 633, 53]
omkara-h3: ಜಯಂತಿ ಆಚರಣೆ	[384, 155, 448, 168]
tika-quote	[126, 1239, 230, 1268]
chitralahari-photo-police	[713, 1292, 939, 1370]
shankara-p1: ಕೋಲಾರದ ಕೋಟೆಯ ಶೃಂಗೇರಿ ಶಂಕರಮಠದಲ್ಲಿ ಹಮ್ಮಿಕೊಂಡಿರುವ ಶಾರದಾ ಶರನ್ನವರಾತ್ರಿ ಮಹೋತ್ಸವ ಕಾರ್ಯಕ್ರಮದಲ್ಲಿ ಇಂದು ಮತ್ತು ನಾಳೆ ಸಂಜೆ ಸಾಮೂಹಿಕ ಲಲಿತಾ ಸಹಸ್ರನಾಮ, ಕುಂಕುಮಾರ್ಚನೆ.	[18, 338, 120, 421]
hani-box	[15, 140, 233, 240]
program-time: ಇಂದು ಮ. ೧ ಘಂಟೆಗೆ	[39, 1049, 99, 1059]
program-title: ಪ್ರತಾಪ್	[162, 370, 194, 384]
program-cast: ಅನಂತನಾಗ್, ಮಹಾಲಕ್ಷ್ಮಿ ಶಶಿಕುಮಾರ್, ತಾರಾ	[35, 954, 103, 979]
divider	[26, 1295, 112, 1297]
midigeshi-p1: ಮಧುಗಿರಿ ತಾಲ್ಲೂಕಿನ ಮಿಡಿಗೇಶಿ ಠಾಣೆ ವ್ಯಾಪ್ತಿಯ ಬೆಡತೂರಿನ ೧೭ ವರ್ಷದ ಯುವತಿ ಹಾಗೂ ಅದೇ ಗ್ರಾಮದ ೨೫ ವರ್ಷದ ಈರ ಚಿಕ್ಕಣ್ಣ ಕಾಣೆಯಾಗಿದ್ದು ಮಿಡಿಗೇಶಿ ಪೊಲೀಸ್ ಠಾಣೆಯಲ್ಲಿ ದೂರು ದಾಖಲಾಗಿದೆ. ಇವರ ಬಗ್ಗೆ ಮಾಹಿತಿ ಸಿಕ್ಕಲ್ಲಿ ಮಿಡಿಗೇಶಿ ಠಾಣೆಗೆ ಮಾಹಿತಿ ನೀಡುವಂತೆ ಆರಕ್ಷಕ ಉಪ ನಿರೀಕ್ಷಕ ಮಹಮದ್ ಪೈಗಂಬರ್ ಅಮ್ಮಾಗಿ ಅವರು ತಿಳಿಸಿದ್ದಾರೆ.	[246, 88, 351, 229]
program-title: ಸಿಬಿಐ ಶಂಕರ್	[151, 869, 205, 883]
program-title: ಶ್ರಾವಣಿ ಸುಬ್ರಹ್ಮಣ್ಯ	[33, 1398, 105, 1412]
tikaloka-list	[126, 1015, 230, 1358]
bhavana-paragraph: ತಾಲೂಕು ಆಡಳಿತ ಸೌಧದಲ್ಲಿ ಹಮ್ಮಿಕೊಳ್ಳಲಾಗಿದ್ದ ೬೯ನೇ ಕನ್ನಡ ರಾಜ್ಯೋತ್ಸವ ಕಾರ್ಯಕ್ರಮದ ಪೂರ್ವಭಾವಿ ಸಭೆಯಲ್ಲಿ ಅವರು ಮಾತನಾಡಿದರು.	[360, 1021, 470, 1075]
hani-line: ಇದರಿಂದ ತನ್ನಷ್ಟಕ್ಕೆ ತಾನಾಗಿಯೇ	[35, 200, 114, 209]
program-title: ಕಾಲೇಜ್‌ಕುಮಾರ್	[34, 1180, 104, 1194]
program-time: ಇಂದು ಸಂಜೆ ೪ ಘಂಟೆಗೆ	[146, 788, 210, 798]
hani-title: ಇಂದಿನ ಹನಿ	[92, 142, 156, 161]
program-title: ಕುಬೇರ	[55, 1000, 83, 1014]
kadane-p3: ಈ ಸಂಬಂಧ ತಾಲ್ಲೂಕಿನ ಗಡಿ ಭಾಗದಲ್ಲಿ ಒಂಟಿ ಆನೆಯೊಂದು ಕಾಣಿಸಿಕೊಂಡಿದ್ದು, ಅದರ ಕಾರ್ಯಾಚರಣೆಗೆ ಸಿಬ್ಬಂದಿ ನಿಯೋಜನೆ ಮಾಡಲಾಗಿದೆ. ಆನೆಯನ್ನು ಆಂಧ್ರದ ಅರಣ್ಯ ಪ್ರದೇಶಕ್ಕೆ ಓಡಿಸಲಾಗಿದೆ ಎಂದು ವಲಯ ಅರಣ್ಯ ಅಧಿಕಾರಿ ಶ್ರೀಲಕ್ಷ್ಮೀ ಮಾಹಿತಿ ನೀಡಿದ್ದಾರೆ.	[792, 650, 937, 733]
bhavana-headline: ಕನ್ನಡ ಭವನಕ್ಕೆ ೨೫ ಲಕ್ಷ ರೂ.: ಶಾಸಕಿ	[419, 769, 650, 791]
sanmana-article	[480, 575, 780, 755]
channel-name: ಕಲರ್ಸ್ ಸೂಪರ್	[152, 500, 204, 511]
program-time: ಇಂದು ರಾತ್ರಿ ೬ ಘಂಟೆಗೆ	[38, 1164, 100, 1174]
chitradarshini-list	[18, 729, 120, 1510]
program-cast: ಅರ್ಜುನ್‌ಸರ್ಜಾ,ಮಾಲಾಶ್ರೀ ಸುಧಾರಾಣಿ, ವಜ್ರಮುನಿ	[126, 389, 230, 414]
udyoga-url[interactable]: https://jobfair.calicut. nielit.in	[246, 1061, 332, 1087]
akashavani-title: ಆಕಾಶವಾಣಿ	[836, 42, 893, 60]
shankara-heading: ಶಂಕರ ಮಠದಲ್ಲಿ ಸಾಂಸ್ಕೃತಿಕ ಕಾರ್ಯಕ್ರಮ	[23, 304, 115, 333]
siddeshwara-article	[633, 32, 781, 345]
bhavana-paragraph: ಕನ್ನಡದ ಕೆಲಸಗಳಿಗೆ ಯಾರೂ ಅಡ್ಡಿಪಡಿಸಬಾರದು, ಕನ್ನಡ ಕಟ್ಟುವಂತಹ ಕೆಲಸವನ್ನು ಪ್ರಾಮಾಣಿಕತೆಯಿಂದ ಮಾಡಬೇಕಿದ್ದು, ಕನ್ನಡ ಭವನ ನಿರ್ಮಾಣಕ್ಕೆ ತಮ್ಮ ಪ್ರದೇಶಾಭಿವೃದ್ಧಿ ನಿಧಿಯಿಂದ ೨೫ ಲಕ್ಷ ರೂ ಅನುದಾನವನ್ನು ನೀಡುತ್ತಿರುವುದಾಗಿ ಶಾಸಕಿ ರೂಪ ಕಲಾ ಶಶಿಧರ್ ತಿಳಿಸಿದರು.	[360, 918, 470, 1016]
program-title: ಗೂಂಡಾ ಮತ್ತು ಪೋಲೀಸ್	[127, 689, 229, 703]
program-time: ಇಂದು ಬೆಳಿಗ್ಗೆ ೫-೩೦ಕ್ಕೆ	[148, 442, 208, 452]
tika-answer: – ಅಧಿಕಾರಿಗಳು ಊರಲ್ಲೇ ಇದ್ದರೆ ಮಳೆ ಬರೋದಿಲ್ಲವೇ	[126, 1330, 230, 1355]
karyakrama-title: ಇಂದಿನ ಕಾರ್ಯಕ್ರಮ	[17, 270, 231, 303]
program-cast: ಕಾಶೀನಾಥ್, ಕಾವ್ಯ, ತಾರಾ ಅಭಿನಯ,ಗಿರಿಜಾಲೋಕೇಶ್	[33, 1264, 105, 1289]
bhavana-paragraph: ನಗರಸಭೆ ಅಧ್ಯಕ್ಷೆ ಇಂದಿರಾ ಗಾಂಧಿ ದಯಾಶಂಕರ್, ತಹಸೀಲ್ದಾರ್ ನಾಗವೇಣಿ, ತಾಲೂಕು ಕಾರ್ಯ ನಿರ್ವಹಣಾಧಿಕಾರಿ ಮಂಜುನಾಥ್ ಹರ್ಷ, ನಗರಸಭೆ ಪೌರಾಯುಕ್ತ ಪವನ್ ಕುಮಾರ್, ಜಿಲ್ಲಾ ಪಂಚಾಯಿತಿ ಮಾಜಿ ಸದಸ್ಯ ಅ.ಮು. ಲಕ್ಷ್ಮಿನಾರಾಯಣ, ಕನ್ನಡ ಸಂಘದ ಶ್ಯಾಗರಾಜ್ ಇತರರಿದ್ದರು.	[594, 1378, 705, 1490]
program-time: ಇಂದು ರಾತ್ರಿ ೧೦ ಘಂಟೆಗೆ	[36, 1229, 102, 1239]
diamond-icon: ♦	[126, 1300, 136, 1311]
midigeshi-p2: ಕಾಣೆಯಾದ ಯುವತಿ ಬೆಡತೂರಿನಿಂದ ಫೆಬ್ರವರಿ ೫೮ ಬೆಳಿಗ್ಗೆ ೧೦ ಘಂಟೆಗೆ ಬ್ಯಾಂಕಿಗೆ ಹೋಗಿ ಬರುವುದಾಗಿ ಹೇಳಿ ಮನೆಯಿಂದ ಹೋದವಳು ಸಂಜೆಯಾದರೂ ವಾಪಸ್ ಬರಲಿಲ್ಲ ಎಂದು ಅವರ ಪೋಷಕರು ಪ್ರಕರಣ ದಾಖಲಿಸಿದ್ದಾರೆ.	[246, 234, 351, 332]
sanmana-headline: ಚು.ಸಾ.ಪ.ದಿಂದ ಹಿರಿಯ ನಾಗರಿಕರಿಗೆ ಸನ್ಮಾನ	[513, 351, 744, 370]
tika-quote	[126, 1090, 230, 1119]
program-cast: ಜಗ್ಗೇಶ್, ರವಳಿ, ದೊಡ್ಡಣ್ಣ ಹೇಮಾಚೌಧರಿ, ಬಿರಾದಾರ್	[33, 1019, 105, 1044]
chitralahari-p2: ಗೌರಿಬಿದನೂರು ತಾಲೂಕಿನ ಗೆದರೆ ಗ್ರಾಮದವರ ಮೆಗ್ನರ ಅಂಜನ್ ರಾಮಚಂದ್ರ ನಾಯಕ ನಟ, ಸಾಹಿತಿ ನಾರಾಯಣರೆಡ್ಡಿ ತಿಲಕ್ ಪ್ರತಾಪ್ ಡಿ ರೆಡ್ಡಿ ನಿರ್ಮಾಣದಲ್ಲಿ ಅರಿಶ್ರಣ ಬರುಬುರಾ ಬಾಬು ಆವರ ರೆಡ್ಡಿ ಬರೆದು ಈ ತೆಲುಗು ಕೌ ಬಿಡುತ್ತ ಸಿನಿಮಾದಲ್ಲಿ ಈ ತೆಲುಗು ಚಿತ್ರದ ಹಾಡೊಂದರ ಸನ್ನಿವೇಶ ಬಂಪನಗರ ಬಾಬು ಅತ್ತಿಗೆಬೆಲೆ ನಿರ್ದೇಶನದ ಬಿ ರಶ್ಮಿಮದನಗೋಪಾಲ್ ರಶ್ಮಿಪ್ರಾಜೆಕ್ಟ್ ನಿರ್ಮಾಣದ ಬಿ ರಶ್ಮಿಮದನಗೋಪಾಲ್ ರಶ್ಮಿಪ್ರಾಜೆಕ್ಟ್ಸ್ ನಿರ್ಮಾಣ ರಾಗಿರುವ ಈ ಚಿತ್ರವನ್ನು ಗಿಜಾನ್ಸ್ ಪ್ರೊಡಕ್ಷನ್, ನೆಬುಲಾ ಸ್ಟುಡಿಯೋ, ಎಂಜಿಆರ್ ಫಿಲಂ ಬ್ಯಾನರ್‌ನಲ್ಲಿ ನಿರ್ಮಾಣ ಮಾಡಲಾಗಿದೆ.	[713, 1176, 941, 1273]
program-cast: ದರ್ಶನ್, ರಚಿತಾರಾಮ್ ಅಂಬರೀಶ್, ಪ್ರಿಯಾಮಣಿ	[21, 846, 117, 871]
tika-quote-text: ಮಳೆಹಾನಿ ತಡೆಯಲು ಅಧಿಕಾರಿಗಳು ಕೇಂದ್ರಸ್ಥಾನದಲ್ಲಿರಲಿ. (ಡೀಸಿ)	[126, 1300, 230, 1325]
bhavana-dateline: ಕೆಜಿಎಫ್ ಅ ೧೭	[393, 904, 437, 914]
program-title: ಇರುವುದೆಲ್ಲವ ಬಿಟ್ಟು	[139, 804, 217, 818]
diamond-icon: ♦	[126, 1017, 141, 1027]
kadane-h2: ಅಪಾರವಾದ ಬೆಳೆಹಾನಿ	[822, 513, 907, 527]
program-cast: ವಿ.ರಾಘವೇಂದ್ರ, ರಾಧಿಕಾ	[37, 1149, 101, 1159]
chennamma-lead: ಜಿಲ್ಲಾಡಳಿತ ಹಾಗೂ ಕನ್ನಡ ಸಂಸ್ಕೃತಿ ಇಲಾಖೆ ಸಹಯೋಗದಲ್ಲಿ ಇದೇ ೨೩ ರಂದು	[362, 71, 470, 111]
program-cast: ಪುನೀತ್‌ರಾಜ್, ಅಂಬರೀಶ್ ರಾಧಿಕಾ ಪಂಡಿತ್ ಇತರರು	[23, 1482, 115, 1507]
hani-line: ಏದಣೇ ಹಾಕದ ಯೋಜನೆಯಿಂದ	[35, 178, 117, 187]
chennamma-p1: ಕಿತ್ತೂರು ರಾಣಿ ಚನ್ನಮ್ಮ ಜಯಂತಿಯನ್ನು ನಗರದ ಟಿಚನ್ನಯ್ಯ ರಂಗಮಂದಿರದಲ್ಲಿ ಆಯೋಜಿಸಲಾಗುವುದೆಂದು ಹೆಚ್ಚುವರಿ ಜಿಲ್ಲಾಧಿಕಾರಿ ಮಂಗಳ ಅವರು ಹೇಳಿದರು.	[476, 57, 628, 96]
program-title: ಅಂಬರೀಶ	[50, 827, 88, 841]
channel-name: ಉದಯ ಮೂವೀಸ್	[38, 884, 100, 895]
bhavana-article	[360, 902, 705, 1194]
bhavana-paragraph: ಕನ್ನಡ ಪರ ಹೋರಾಟಗಾರ ವಿ.ಎಸ್.ಪ್ರಕಾಶ್, ಮುದಿಲಪ್ಪ ಮಾತನಾಡಿ ನಗರದಲ್ಲಿ ಕನ್ನಡ ಭಾಷೆಯನ್ನು ಹೋರಾಟದ ಮೂಲಕ ಕಟ್ಟಿ ಬೆಳೆಸಲಾಗಿದೆ. ಅದರ ಸಲುವಾಗಿಯೇ ನಗರದ ಹೃದಯ ಭಾಗದಲ್ಲಿ ರಾಷ್ಟ್ರಕವಿ ಕುವೆಂಪುರವರ ಪ್ರತಿಮೆಯನ್ನು ಸ್ಥಾಪನೆ ಮಾಡಿದ್ದು ಅದರ ಮೇಲೆ ಹಾಕಿರುವುದರಿಂದ ಅವರ ಹುಟ್ಟು ಹಬ್ಬದಂದು ಮಾಲಾರ್ಪಣೆ ಮಾಡಲು ಸಾಧ್ಯವಾಗುತ್ತಿಲ್ಲ, ಪ್ರತಿಮೆಗೆ ಮಾಲಾರ್ಪಣೆ ಮಾಡಲು ವ್ಯವಸ್ಥೆ ಮಾಡಬೇಕು ಎಂದು ಆಗ್ರಹಿಸಿದರು.	[475, 1290, 586, 1460]
program-time: ಇಂದು ಮ. ೩ ಘಂಟೆಗೆ	[148, 515, 208, 525]
omkara-p3: ಕಾರ್ಯಕ್ರಮದಲ್ಲಿ ಮಹಾಮಂಡಲ ಅಧ್ಯಕ್ಷ ಸುಧಾಕರ ಬಾಬು, ಸಾಹಿಬಕ ಅಮರನಾಥ ಸುಬ್ರಹ್ಮಣ್ಯಂ, ಸದಸ್ಯರಾದ ಎ. ವೆಂಕಟೇಶ, ಪದ್ಮನಾಭ, ಯಾಜ್ಞವಲ್ಕ್ಯ ಸೇವಾ ಸಮಿತಿ ಅಧ್ಯಕ್ಷ ಅಶ್ವತ್ಥನಾರಾಯಣ, ಕೋಲಾರ ಶಂಕರ ಮಠದ ಕಾರ್ಯಕಾರಿ ಸಮಿತಿ ಯವರು, ಭಾಗವಹಿಸಿದ್ದರು.	[362, 497, 470, 595]
omkara-dateline: ಕೋಲಾರ ಅ ೧೭	[394, 307, 438, 317]
kadane-article	[789, 490, 940, 760]
akashavani-box	[789, 36, 940, 488]
weekday: ಶುಕ್ರವಾರ	[811, 11, 840, 22]
program-cast: ಗಣೇಶ್, ಅಮೂಲ್ಯ, ತಾರಾ ಅನಂತನಾಗ್, ಅವಿನಾಶ್	[34, 1417, 104, 1442]
siddeshwara-p3: ಮಾರನೆಯ ದಿನ ಬೆಳಿಗ್ಗೆ ಅರ್ಚಕರು ಗುಡಿಗೆ ಬಂದಾಗ ಪ್ರಕರಣ ಬೆಳಕಿಗೆ ಬಂದಿದೆ. ಈ ಹಿಂದೆಯೂ ನವರಿ ದೇವಸ್ಥಾನದಲ್ಲಿ ಕಳುವಾಗಿತ್ತು ಮಾಲೂರು ಠಾಣೆಯಲ್ಲಿ ಪ್ರಕರಣ ದಾಖಲಾಗಿದೆ.	[633, 233, 781, 287]
kadane-p2: ಕದಿರಿನತ್ತ ಗ್ರಾಮದ ರೈತ ರಾಜಪ್ಪ ಮತ್ತು ಚಂದ್ರಶೇಖರ್ ಅವರ ರಾಗಿ ಬೆಳೆ, ಲಕ್ಷ್ಮಪ್ಪ ಎಂಬುವವರ ಭತ್ತದ ಬೆಳೆಯನ್ನು ಆನೆಗಳು ತಿಂದು ನಾಶಪಡಿಸಿವೆ.	[792, 605, 937, 645]
diamond-icon: ♦	[126, 1166, 137, 1176]
program-cast: ಪ್ರಶಾಂತ್, ನಾಟಿಶಾಶೆಟ್ಟಿ ಶರತ್, ಅವಿನಾಶ್	[28, 1084, 110, 1109]
olle-matu-text: ಒಳ್ಳೆಯ ಗುಣಗಳಿಂದ ಜೀವಿಸುತ್ತಿರುವವರನ್ನು ಕುಂದು ನಿಂದನು ಯಾವ ರೀತಿಯಲ್ಲಿಯೂ ಸೋಲಿಸಲಾರ. ಪರ್ವತಗಳು ತನ್ನನ್ನು ತಾನು ಸುತ್ತಿ ಕೊಂಡಾಗ ಉರಿಯುವ ದೀಪವನ್ನು ಆರಿಸುತ್ತದೆ.	[21, 63, 227, 103]
program-title: ಒರಟ	[57, 1065, 81, 1079]
akashavani-dateline	[795, 62, 934, 72]
chitralahari-photo-film	[713, 1032, 939, 1172]
tikaloka-section	[126, 985, 230, 1500]
chennamma-p3: ಕನ್ನಡ ಸಂಸ್ಕೃತಿ ಇಲಾಖೆಯ ಸಹಾಯಕ ನಿರ್ದೇಶಕಿ ವಿಜಯಲಕ್ಷ್ಮಿ ಸ್ವಾಗತಿ, ಪ್ರಾಸ್ತಾವಿಕವಾಗಿ ಮಾತನಾಡಿದರು.	[476, 175, 628, 200]
omkara-photo	[366, 174, 466, 302]
channel-name: ಕಲರ್ಸ್ ಕಲರ್ಸ್	[153, 427, 203, 438]
omkara-p4: ಓಂಕಾರ ಕ್ಷೇತ್ರದ ರಾಜಶೇಖರ ಶಾಸ್ತ್ರಿ, ಭಾರ್ಗವರವರ ನೇತೃತ್ವದಲ್ಲಿ ಪೂಜಾಕೈಂಕರ್ಯಗಳು ನಾಂಗವಾಗಿ ನೆರವೇರಿತು.	[362, 600, 470, 654]
program-time: ಇಂದು ಸಂಜೆ ೬ ಘಂಟೆಗೆ	[146, 304, 210, 314]
hani-poem	[21, 177, 227, 221]
hani-author: – ಸಿವಿಕೆ, ಕೋಲಾರ	[170, 222, 219, 231]
date: 18-10-2024	[843, 7, 933, 23]
siddeshwara-h2: ಚಿನ್ನಾಭರಣಗಳ ಕಳವು	[667, 53, 747, 67]
zp-heading: ಜಿಲ್ಲಾ ಪಂಚಾಯಿತಿ ಸಿಇಒ ದಿನಚರಿ	[26, 515, 112, 544]
program-time: ಇಂದು ಮ. ೩ ಘಂಟೆಗೆ	[39, 1447, 99, 1457]
tika-answer: – ಎತ್ತಿಗೆ ಜ್ವರ ಬಂದರೆ ಎಮ್ಮೆಗೆ ಬರೆ ಹಾಕಿದಂತೆ ಎಂಬ ಗಾದೆ ನೆನಪಿಸಿಕೊಳ್ಳಿ	[126, 1061, 230, 1086]
hani-line: ಬತ್ತಾಯಿತು ಕಾವೇರಿ ನದಿಯ ಪ್ರದೇಶ	[35, 211, 126, 220]
